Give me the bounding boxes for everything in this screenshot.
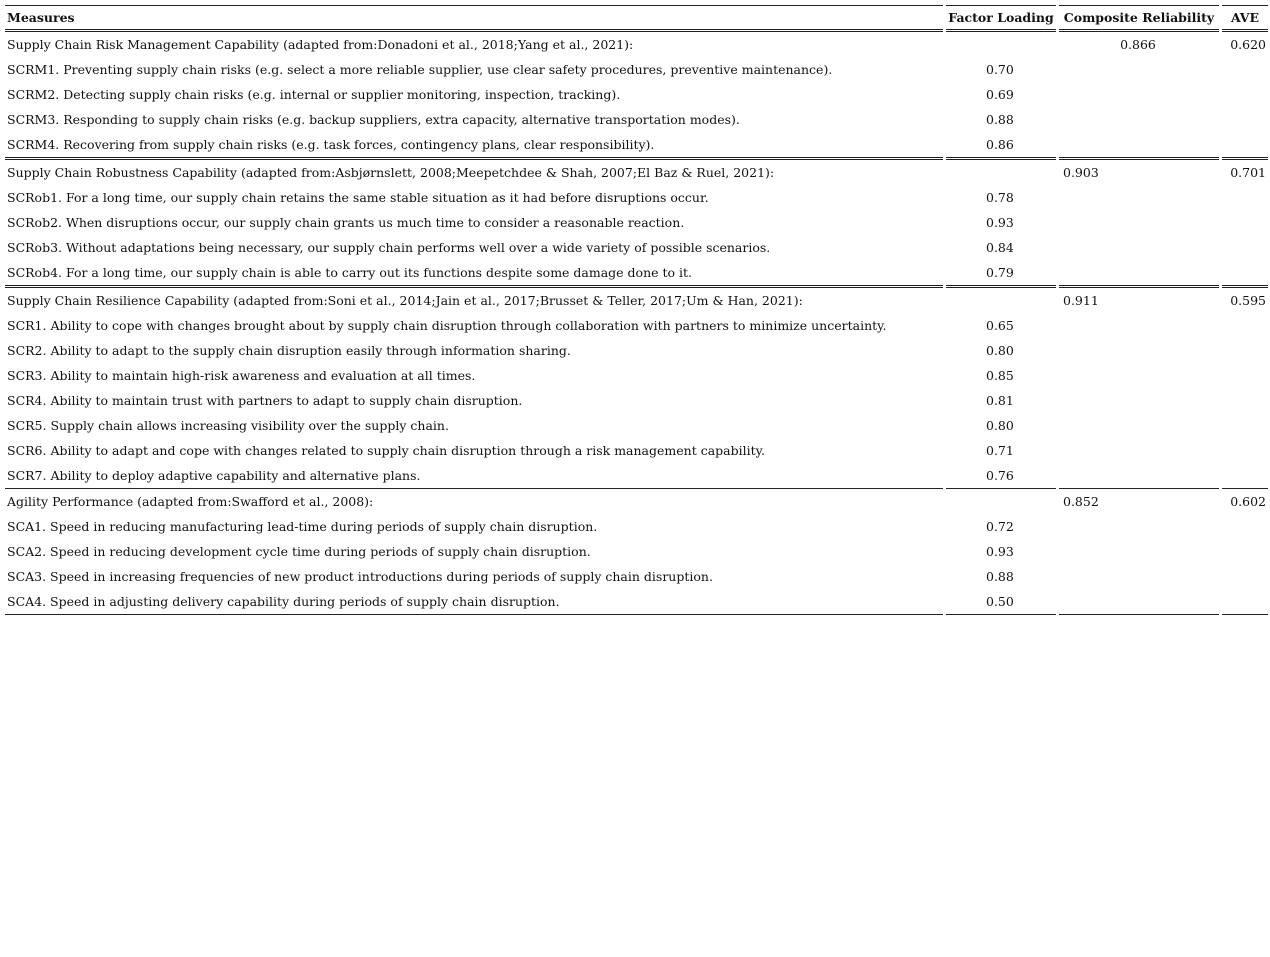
- item-text: SCRM3. Responding to supply chain risks (e.g. backup suppliers, extra capacity, alternative transportation modes).: [7, 112, 740, 127]
- table-row: [5, 313, 1268, 338]
- factor-loading-value: 0.88: [986, 112, 1014, 127]
- factor-loading-value: 0.80: [986, 418, 1014, 433]
- factor-loading-value: 0.88: [986, 569, 1014, 584]
- item-text: SCA3. Speed in increasing frequencies of new product introductions during periods of supply chain disruption.: [7, 569, 713, 584]
- item-text: SCA4. Speed in adjusting delivery capability during periods of supply chain disruption.: [5, 589, 943, 615]
- factor-loading-value: 0.80: [986, 343, 1014, 358]
- section-title: Supply Chain Robustness Capability (adapted from:Asbjørnslett, 2008;Meepetchdee & Shah, 2007;El Baz & Ruel, 2021):: [7, 165, 775, 180]
- item-text: SCR1. Ability to cope with changes brought about by supply chain disruption through collaboration with partners to minimize uncertainty.: [7, 318, 887, 333]
- composite-reliability-value: 0.903: [1063, 165, 1099, 180]
- measures-table: [2, 5, 1270, 615]
- table-row: [5, 463, 1268, 489]
- table-row: [5, 57, 1268, 82]
- factor-loading-value: 0.76: [946, 463, 1056, 489]
- section-row-scr: [5, 288, 1268, 313]
- header-row: [5, 5, 1268, 32]
- item-text: SCRM2. Detecting supply chain risks (e.g. internal or supplier monitoring, inspection, tracking).: [7, 87, 621, 102]
- table-row: [5, 564, 1268, 589]
- table-row: [5, 539, 1268, 564]
- factor-loading-value: 0.86: [946, 132, 1056, 160]
- header-ave: AVE: [1222, 5, 1268, 32]
- section-title: Agility Performance (adapted from:Swafford et al., 2008):: [7, 494, 374, 509]
- factor-loading-value: 0.78: [986, 190, 1014, 205]
- table-row: [5, 514, 1268, 539]
- header-composite-reliability: Composite Reliability: [1059, 5, 1219, 32]
- factor-loading-value: 0.79: [946, 260, 1056, 288]
- section-row-scrob: [5, 160, 1268, 185]
- factor-loading-value: 0.71: [986, 443, 1014, 458]
- item-text: SCRob4. For a long time, our supply chain is able to carry out its functions despite some damage done to it.: [5, 260, 943, 288]
- table-row: [5, 82, 1268, 107]
- item-text: SCR4. Ability to maintain trust with partners to adapt to supply chain disruption.: [7, 393, 523, 408]
- table-row: [5, 260, 1268, 288]
- composite-reliability-value: 0.911: [1063, 293, 1099, 308]
- loading-cell: [946, 489, 1056, 514]
- section-row-scrm: [5, 32, 1268, 57]
- factor-loading-value: 0.93: [986, 544, 1014, 559]
- item-text: SCR7. Ability to deploy adaptive capability and alternative plans.: [5, 463, 943, 489]
- table-row: [5, 235, 1268, 260]
- factor-loading-value: 0.85: [986, 368, 1014, 383]
- table-row: [5, 107, 1268, 132]
- item-text: SCRob2. When disruptions occur, our supply chain grants us much time to consider a reasonable reaction.: [7, 215, 685, 230]
- header-measures: Measures: [5, 5, 943, 32]
- ave-value: 0.602: [1230, 494, 1266, 509]
- item-text: SCRM4. Recovering from supply chain risks (e.g. task forces, contingency plans, clear responsibility).: [5, 132, 943, 160]
- factor-loading-value: 0.50: [946, 589, 1056, 615]
- factor-loading-value: 0.72: [986, 519, 1014, 534]
- loading-cell: [946, 160, 1056, 185]
- factor-loading-value: 0.70: [986, 62, 1014, 77]
- table-row: [5, 132, 1268, 160]
- item-text: SCR5. Supply chain allows increasing visibility over the supply chain.: [7, 418, 449, 433]
- table-row: [5, 589, 1268, 615]
- table-row: [5, 210, 1268, 235]
- item-text: SCR3. Ability to maintain high-risk awareness and evaluation at all times.: [7, 368, 476, 383]
- item-text: SCRob1. For a long time, our supply chain retains the same stable situation as it had before disruptions occur.: [7, 190, 709, 205]
- factor-loading-value: 0.81: [986, 393, 1014, 408]
- item-text: SCA1. Speed in reducing manufacturing lead-time during periods of supply chain disruption.: [7, 519, 598, 534]
- factor-loading-value: 0.93: [986, 215, 1014, 230]
- ave-value: 0.701: [1230, 165, 1266, 180]
- loading-cell: [946, 288, 1056, 313]
- ave-value: 0.620: [1230, 37, 1266, 52]
- item-text: SCA2. Speed in reducing development cycle time during periods of supply chain disruption.: [7, 544, 591, 559]
- loading-cell: [946, 32, 1056, 57]
- header-factor-loading: Factor Loading: [946, 5, 1056, 32]
- item-text: SCR2. Ability to adapt to the supply chain disruption easily through information sharing.: [7, 343, 571, 358]
- section-title: Supply Chain Resilience Capability (adapted from:Soni et al., 2014;Jain et al., 2017;Brusset & Teller, 2017;Um & Han, 2021):: [7, 293, 803, 308]
- item-text: SCR6. Ability to adapt and cope with changes related to supply chain disruption through a risk management capability.: [7, 443, 766, 458]
- item-text: SCRM1. Preventing supply chain risks (e.g. select a more reliable supplier, use clear safety procedures, preventive maintenance).: [7, 62, 833, 77]
- table-row: [5, 438, 1268, 463]
- ave-value: 0.595: [1230, 293, 1266, 308]
- factor-loading-value: 0.84: [986, 240, 1014, 255]
- table-row: [5, 363, 1268, 388]
- table-row: [5, 388, 1268, 413]
- composite-reliability-value: 0.852: [1063, 494, 1099, 509]
- factor-loading-value: 0.65: [986, 318, 1014, 333]
- table-row: [5, 413, 1268, 438]
- table-row: [5, 185, 1268, 210]
- item-text: SCRob3. Without adaptations being necessary, our supply chain performs well over a wide variety of possible scenarios.: [7, 240, 771, 255]
- section-title: Supply Chain Risk Management Capability (adapted from:Donadoni et al., 2018;Yang et al., 2021):: [7, 37, 634, 52]
- composite-reliability-value: 0.866: [1120, 37, 1156, 52]
- table-row: [5, 338, 1268, 363]
- section-row-sca: [5, 489, 1268, 514]
- factor-loading-value: 0.69: [986, 87, 1014, 102]
